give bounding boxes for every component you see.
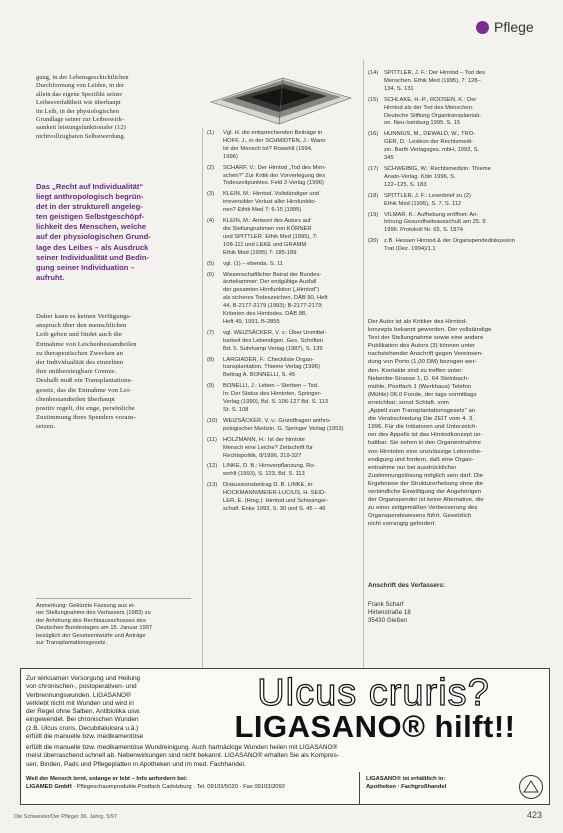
reference-number: (10)	[207, 417, 218, 424]
reference-text: HOLZMANN, H.: Ist der hirntote Mensch eine Leiche? Zeitschrift für Rechtspolitik, 8/1996, 319-327	[223, 436, 313, 459]
reference-item	[207, 418, 359, 434]
reference-text: LARGIADÈR, F.: Checkliste Organ- transplantation. Thieme Verlag (1996) Beitrag A. BONNELLI, S. 45	[223, 356, 320, 379]
footer-journal: Die Schwester/Der Pfleger 36. Jahrg. 5/97	[14, 814, 118, 820]
left-paragraph-2: Daher kann es keinen Verfügungs- anspruch über den menschlichen Leib geben und findet auch die Entnahme von Leichenbestandteilen zu therapeutischen Zwecken an der Individualität des einzelnen ihre unübersteigbare Grenze. Deshalb muß ein Transplantations- gesetz, das die Entnahme von Lei- chenbestandteilen überhaupt positiv regelt, die enge, persönliche Zustimmung ihres Spenders voraus- setzen.	[36, 313, 137, 431]
ad-company-address: Pflegeschaumprodukte Postfach Cadolzburg · Tel. 09103/5020 · Fax 09103/2092	[76, 784, 285, 790]
reference-number: (19)	[368, 211, 379, 218]
reference-item	[207, 357, 359, 381]
reference-item	[207, 272, 359, 327]
reference-item	[368, 97, 520, 129]
book-illustration	[205, 58, 355, 128]
reference-text: SPITTLER, J. F.: Leserbrief zu (2) Ethik Med (1995), S. 7, S. 112	[384, 192, 471, 207]
reference-text: WEIZSÄCKER, V. v.: Grundfragen anthro- pologischer Medizin. G. Springer Verlag (1953)	[223, 417, 344, 432]
reference-text: vgl. WEIZSÄCKER, V. v.: Über Unmittel- barkeit des Lebendigen. Ges. Schriften Bd. 5. Suhrkamp Verlag (1987), S. 139	[223, 329, 327, 352]
reference-number: (3)	[207, 191, 215, 198]
reference-item	[368, 70, 520, 94]
ad-contact-left	[21, 772, 360, 804]
reference-item	[207, 330, 359, 354]
reference-text: LINKE, D. B.: Hirnverpflanzung. Ro- wohlt (1993), S. 123, Bd. S. 113	[223, 463, 316, 478]
ligasano-advertisement	[20, 668, 550, 774]
ad-availability-places: Apotheken · Fachgroßhandel	[366, 784, 447, 790]
reference-number: (14)	[368, 70, 379, 76]
pull-quote: Das „Recht auf Individualität“ liegt anthropologisch begrün- det in der strukturell angeleg- ten geistigen Selbstgeschöpf- lichkeit des Menschen, welche auf der physiologischen Grund- lage des Leibes – als Ausdruck seiner Individualität und Bedin- gung seiner Individuation – aufruht.	[36, 182, 151, 282]
reference-item	[207, 261, 359, 269]
reference-text: vgl. (1) – ebenda. S. 11	[223, 260, 283, 267]
author-address: Frank Scharf Hirtenstraße 18 35430 Gießen	[368, 602, 411, 625]
reference-number: (7)	[207, 329, 215, 336]
reference-list-right	[368, 70, 520, 257]
reference-item	[368, 193, 520, 209]
footnote: Anmerkung: Gekürzte Fassung aus ei- ner Stellungnahme des Verfassers (1983) zu der Anhörung des Rechtsausschusses des Deutschen Bundestages am 15. Januar 1997 bezüglich der Gesetzentwürfe und Anträge zur Transplantationsgesetz.	[36, 603, 153, 647]
column-rule	[202, 128, 203, 668]
reference-item	[207, 482, 359, 514]
reference-text: SCHARF, V.: Der Hirntod „Tod des Men- schen?“ Zur Kritik der Vorverlegung des Todeszeitpunktes. Feld 2-Verlag (1996)	[223, 164, 326, 187]
reference-text: VILMAR, K.: Aufhebung eröffnet: An- hörung Gesundheitsausschuß am 25. 9. 1996. Protokoll Nr. 65, S. 1874	[384, 211, 488, 234]
reference-number: (13)	[207, 482, 218, 489]
reference-number: (12)	[207, 463, 218, 470]
ad-wide-text: erfüllt die manuelle bzw. medikamentöse Wundreinigung. Auch hartnäckige Wunden heilen mit LIGASANO® meist überraschend schnell ab. Nebenwirkungen sind nicht bekannt. LIGASANO® erhalten Sie als Kompres- sen, Binden, Pads und Pflegeplatten in Apotheken und im med. Fachhandel.	[26, 744, 339, 768]
reference-item	[207, 383, 359, 415]
reference-number: (18)	[368, 192, 379, 199]
section-dot-icon	[476, 21, 489, 34]
reference-text: Diskussionsbeitrag D. B. LINKE, in: HOCKMANN/MEIER-LUCIUS, H. SEID- LER, E. (Hrsg.): Hirntod und Schwanger- schaft. Enke 1993, S. 30 und S. 45 – 46	[223, 482, 329, 512]
reference-item	[207, 463, 359, 479]
reference-text: KLEIN, M.: Hirntod. Vollständiger und irreversibler Verlust aller Hirnfunktio- nen? Ethik Med 7: 6-15 (1995)	[223, 191, 320, 214]
ad-body-text: Zur wirksamen Versorgung und Heilung von chronischen-, postoperativen- und Verbrennungswunden. LIGASANO® verklebt nicht mit Wunden und wird in der Regel ohne Salben, Antibiotika usw. eingewendet. Bei chronischen Wunden (z.B. Ulcus cruris, Decubitalulcera u.ä.) erfüllt die manuelle bzw. medikamentöse	[26, 675, 144, 741]
section-label: Pflege	[494, 19, 534, 35]
reference-text: BONELLI, J.: Leben – Sterben – Tod. In: Der Status des Hirntoten, Springer- Verlag (1990), Bd. S. 106-127 Bd. S. 113 St. S. 108	[223, 383, 328, 413]
reference-number: (4)	[207, 218, 215, 225]
reference-text: HUNNIUS, M., DEWALD, W., TRO- GER, D.: Lexikon der Rechtsmedi- zin. Barth Verlagsges. mbH, 1993, S. 345	[384, 131, 480, 162]
ad-contact-bar	[20, 772, 550, 805]
reference-number: (9)	[207, 383, 215, 390]
reference-text: SPITTLER, J. F.: Der Hirntod – Tod des Menschen. Ethik Med (1995), 7: 128– 134, S. 131	[384, 70, 486, 92]
ad-slogan: Weil der Mensch lernt, solange er lebt – Info anfordern bei:	[26, 776, 188, 782]
ad-company-line: LIGAMED GmbH · Pflegeschaumprodukte Postfach Cadolzburg · Tel. 09103/5020 · Fax 09103/2092	[26, 784, 285, 790]
reference-number: (17)	[368, 165, 379, 172]
author-note: Der Autor ist als Kritiker des Hirntod- konzepts bekannt geworden. Der vollständige Text der Stellungnahme sowie eine andere Publikation des Autors (3) können unter nachstehender Anschrift gegen Voreinsen- dung von Porto (1,00 DM) bezogen wer- den. Kontakte sind zu treffen unter: Nebenbe-Strasse 1, D. 64 Steinbach- mühle, Postfach 1 (Werkhaus) Telefon (Mühle) 06.0 Fonde, der tags vormittags erreichbar; sonst Schlaft. vom „Appell zum Transplantationsgesetz“ an die Verabschiedung Die ZEIT vom 4. 3. 1996. Für die Initiatoren und Unterzeich- ner des Appells ist das Hirntodkonzept un- haltbar. Sie sehen in den Organentnahme von Hirntoten eine unzulässige Lebensbe- endigung und fordern, daß eine Organ- entnahme nur bei ausdrücklicher Zustimmungslösung möglich sein darf. Die Ergebnisse der Strukturerhebung ohne die verbindliche Einwilligung der Angehörigen der Organspender ist keine Alternative, die zu einer zeitgemäßen Verbesserung des Organspendewesens führt. Gesetzlich nicht vorrangig gefordert.	[368, 319, 492, 528]
reference-number: (11)	[207, 436, 217, 443]
reference-text: Wissenschaftlicher Beirat der Bundes- ärztekammer: Der endgültige Ausfall der gesamten Hirnfunktion („Hirntod“) als sicheres Todeszeichen. DÄB 90, Heft 44, B-2177-2179 (1993); B-2177-2179; Kriterien des Hirntodes. DÄB 88, Heft 49, 1991, B-2855	[223, 271, 328, 325]
ad-headline: Ulcus cruris?	[257, 672, 490, 714]
reference-text: SCHLAKE, H.-P., ROOSEN, K.: Der Hirntod als der Tod des Menschen. Deutsche Stiftung Organtransplantati- on. Neu-Isenburg 1995. S. 15	[384, 96, 481, 127]
reference-number: (8)	[207, 356, 215, 363]
address-label: Anschrift des Verfassers:	[368, 582, 446, 589]
reference-text: Vgl. H. die entsprechenden Beiträge in HOFF, J., in der SCHMIDTEN, J.: Wann ist der Mensch tot? Rowohlt (1994, 1996)	[223, 130, 326, 160]
ad-availability: LIGASANO® ist erhältlich in:	[366, 776, 446, 782]
footnote-rule	[36, 598, 191, 599]
reference-text: KLEIN, M.: Antwort des Autors auf die Stellungnahmen von KÖRNER und SPITTLER. Ethik Med (1995), 7: 108-111 und LEKE und GRAMM. Ethik Med (1995) 7: 185-189	[223, 218, 318, 256]
reference-number: (6)	[207, 271, 215, 278]
reference-item	[368, 166, 520, 190]
reference-number: (2)	[207, 164, 215, 171]
ad-contact-right	[360, 772, 549, 804]
reference-number: (16)	[368, 131, 379, 138]
reference-number: (1)	[207, 130, 215, 136]
reference-item	[207, 165, 359, 189]
reference-text: SCHWEIBIG, W.: Rechtsmedizin. Thieme Anato-Verlag. Köln 1996, S. 122–125, S. 183	[384, 165, 491, 188]
ad-claim: LIGASANO® hilft!!	[234, 709, 516, 744]
page-number: 423	[527, 810, 543, 820]
reference-number: (20)	[368, 238, 379, 245]
reference-text: z.B. Hessen Hirntod & der Organspendediskussion Trat (Dez. 1994)/1.1	[384, 238, 515, 253]
left-paragraph-1: gung, in der Lebensgeschichtlichen Durchformung von Leiden, in der allein das eigene Spezifikt seiner Leibesverfaßtheit wie überhaupt im Leib, in der physiologischen Grundlage seiner zur Leibeswirk- samkeit leistungsfunktionaler (12) nichtvollzugbaren Selbstwerdung.	[36, 74, 129, 140]
reference-item	[207, 437, 359, 461]
reference-number: (15)	[368, 96, 379, 103]
reference-item	[207, 218, 359, 258]
reference-item	[368, 131, 520, 163]
reference-list-middle	[207, 130, 359, 517]
reference-item	[368, 212, 520, 236]
ad-company: LIGAMED GmbH	[26, 784, 72, 790]
reference-number: (5)	[207, 260, 215, 267]
reference-item	[368, 238, 520, 254]
column-rule	[363, 60, 364, 668]
reference-item	[207, 130, 359, 162]
ligamed-logo-icon	[519, 775, 543, 799]
reference-item	[207, 191, 359, 215]
